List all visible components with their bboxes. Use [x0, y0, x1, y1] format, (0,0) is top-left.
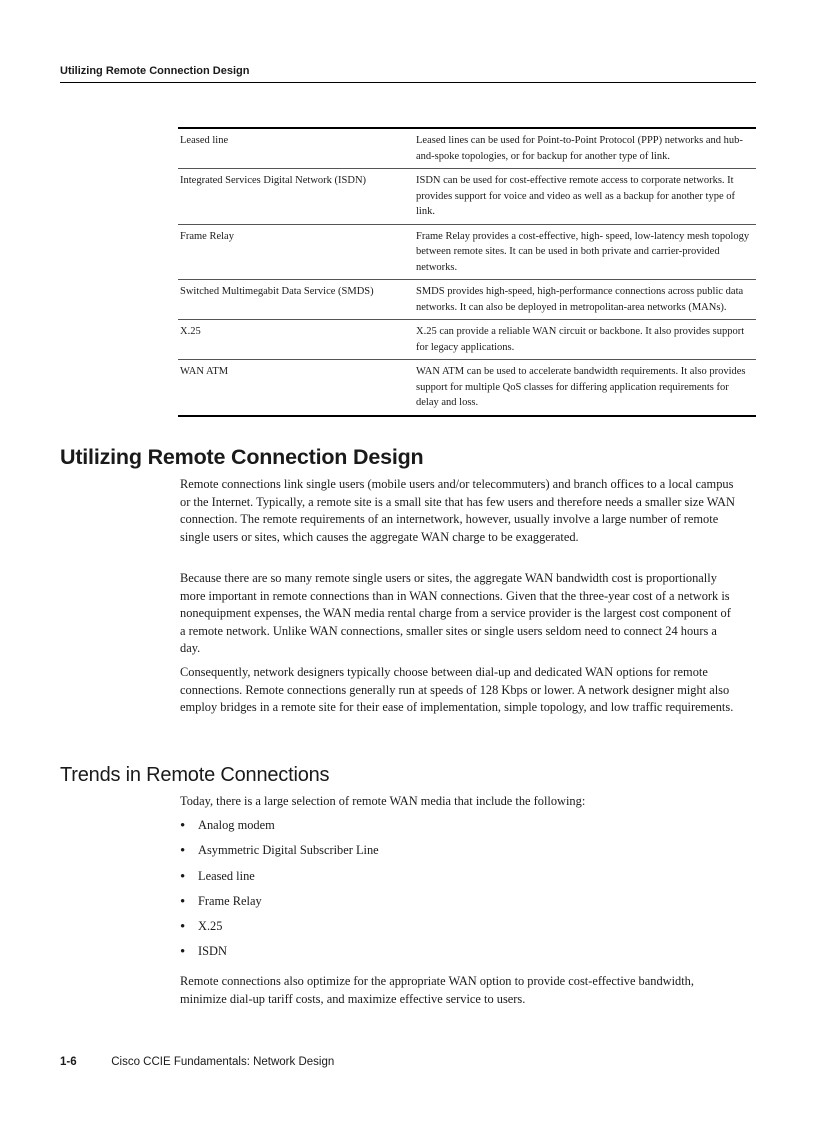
table-row [178, 169, 756, 225]
list-item-text: Leased line [198, 868, 255, 883]
description-cell: SMDS provides high-speed, high-performance connections across public data networks. It can also be deployed in metropolitan-area networks (MANs). [414, 280, 756, 320]
subsection-title: Trends in Remote Connections [60, 764, 330, 786]
page-footer [60, 1056, 334, 1068]
list-item-text: X.25 [198, 919, 223, 934]
list-item [180, 919, 379, 944]
page-number: 1-6 [60, 1056, 77, 1068]
technology-cell: Leased line [180, 135, 229, 146]
technology-cell: Integrated Services Digital Network (ISDN) [178, 169, 414, 225]
bullet-icon: • [180, 893, 186, 910]
technology-cell: WAN ATM [178, 360, 414, 416]
table-row [178, 224, 756, 280]
table-row [178, 280, 756, 320]
description-cell: ISDN can be used for cost-effective remote access to corporate networks. It provides support for voice and video as well as a backup for another type of link. [414, 169, 756, 225]
technology-cell: Switched Multimegabit Data Service (SMDS) [178, 280, 414, 320]
list-item-text: Asymmetric Digital Subscriber Line [198, 843, 379, 858]
section-paragraph: Remote connections link single users (mobile users and/or telecommuters) and branch offices to a local campus or the Internet. Typically, a remote site is a small site that has few users and therefore needs a smaller size WAN connection. The remote requirements of an internetwork, however, usually involve a large number of remote single users or sites, which causes the aggregate WAN charge to be exaggerated. [180, 477, 735, 544]
list-item [180, 869, 379, 894]
list-item-text: ISDN [198, 944, 227, 959]
bullet-icon: • [180, 843, 186, 860]
list-item [180, 894, 379, 919]
table-row [178, 128, 756, 169]
running-header: Utilizing Remote Connection Design [60, 65, 756, 83]
description-cell: WAN ATM can be used to accelerate bandwidth requirements. It also provides support for multiple QoS classes for differing application requirements for delay and loss. [414, 360, 756, 416]
description-cell: Frame Relay provides a cost-effective, high- speed, low-latency mesh topology between remote sites. It can be used in both private and carrier-provided networks. [414, 224, 756, 280]
section-title: Utilizing Remote Connection Design [60, 445, 424, 469]
technology-cell: Frame Relay [178, 224, 414, 280]
list-item [180, 843, 379, 868]
subsection-intro: Today, there is a large selection of remote WAN media that include the following: [180, 794, 586, 808]
wan-technology-table [178, 127, 756, 417]
bullet-icon: • [180, 818, 186, 834]
list-item [180, 818, 379, 843]
list-item-text: Frame Relay [198, 893, 262, 908]
technology-cell: X.25 [178, 320, 414, 360]
table-row [178, 320, 756, 360]
section-paragraph: Consequently, network designers typically choose between dial-up and dedicated WAN options for remote connections. Remote connections generally run at speeds of 128 Kbps or lower. A network designer might also employ bridges in a remote site for their ease of implementation, simple topology, and low traffic requirements. [180, 665, 734, 714]
bullet-list [180, 818, 379, 970]
description-cell: X.25 can provide a reliable WAN circuit or backbone. It also provides support for legacy applications. [414, 320, 756, 360]
bullet-icon: • [180, 919, 186, 936]
book-title: Cisco CCIE Fundamentals: Network Design [111, 1056, 335, 1068]
bullet-icon: • [180, 944, 186, 961]
description-cell: Leased lines can be used for Point-to-Point Protocol (PPP) networks and hub-and-spoke topologies, or for backup for another type of link. [416, 135, 743, 162]
section-paragraph: Because there are so many remote single users or sites, the aggregate WAN bandwidth cost is proportionally more important in remote connections than in WAN connections. Given that the three-year cost of a network is nonequipment expenses, the WAN media rental charge from a service provider is the largest cost component of a remote network. Unlike WAN connections, smaller sites or single users seldom need to connect 24 hours a day. [180, 571, 731, 655]
bullet-icon: • [180, 868, 186, 885]
table-row [178, 360, 756, 416]
list-item [180, 944, 379, 969]
subsection-closing: Remote connections also optimize for the appropriate WAN option to provide cost-effective bandwidth, minimize dial-up tariff costs, and maximize effective service to users. [180, 974, 694, 1006]
list-item-text: Analog modem [198, 818, 275, 832]
